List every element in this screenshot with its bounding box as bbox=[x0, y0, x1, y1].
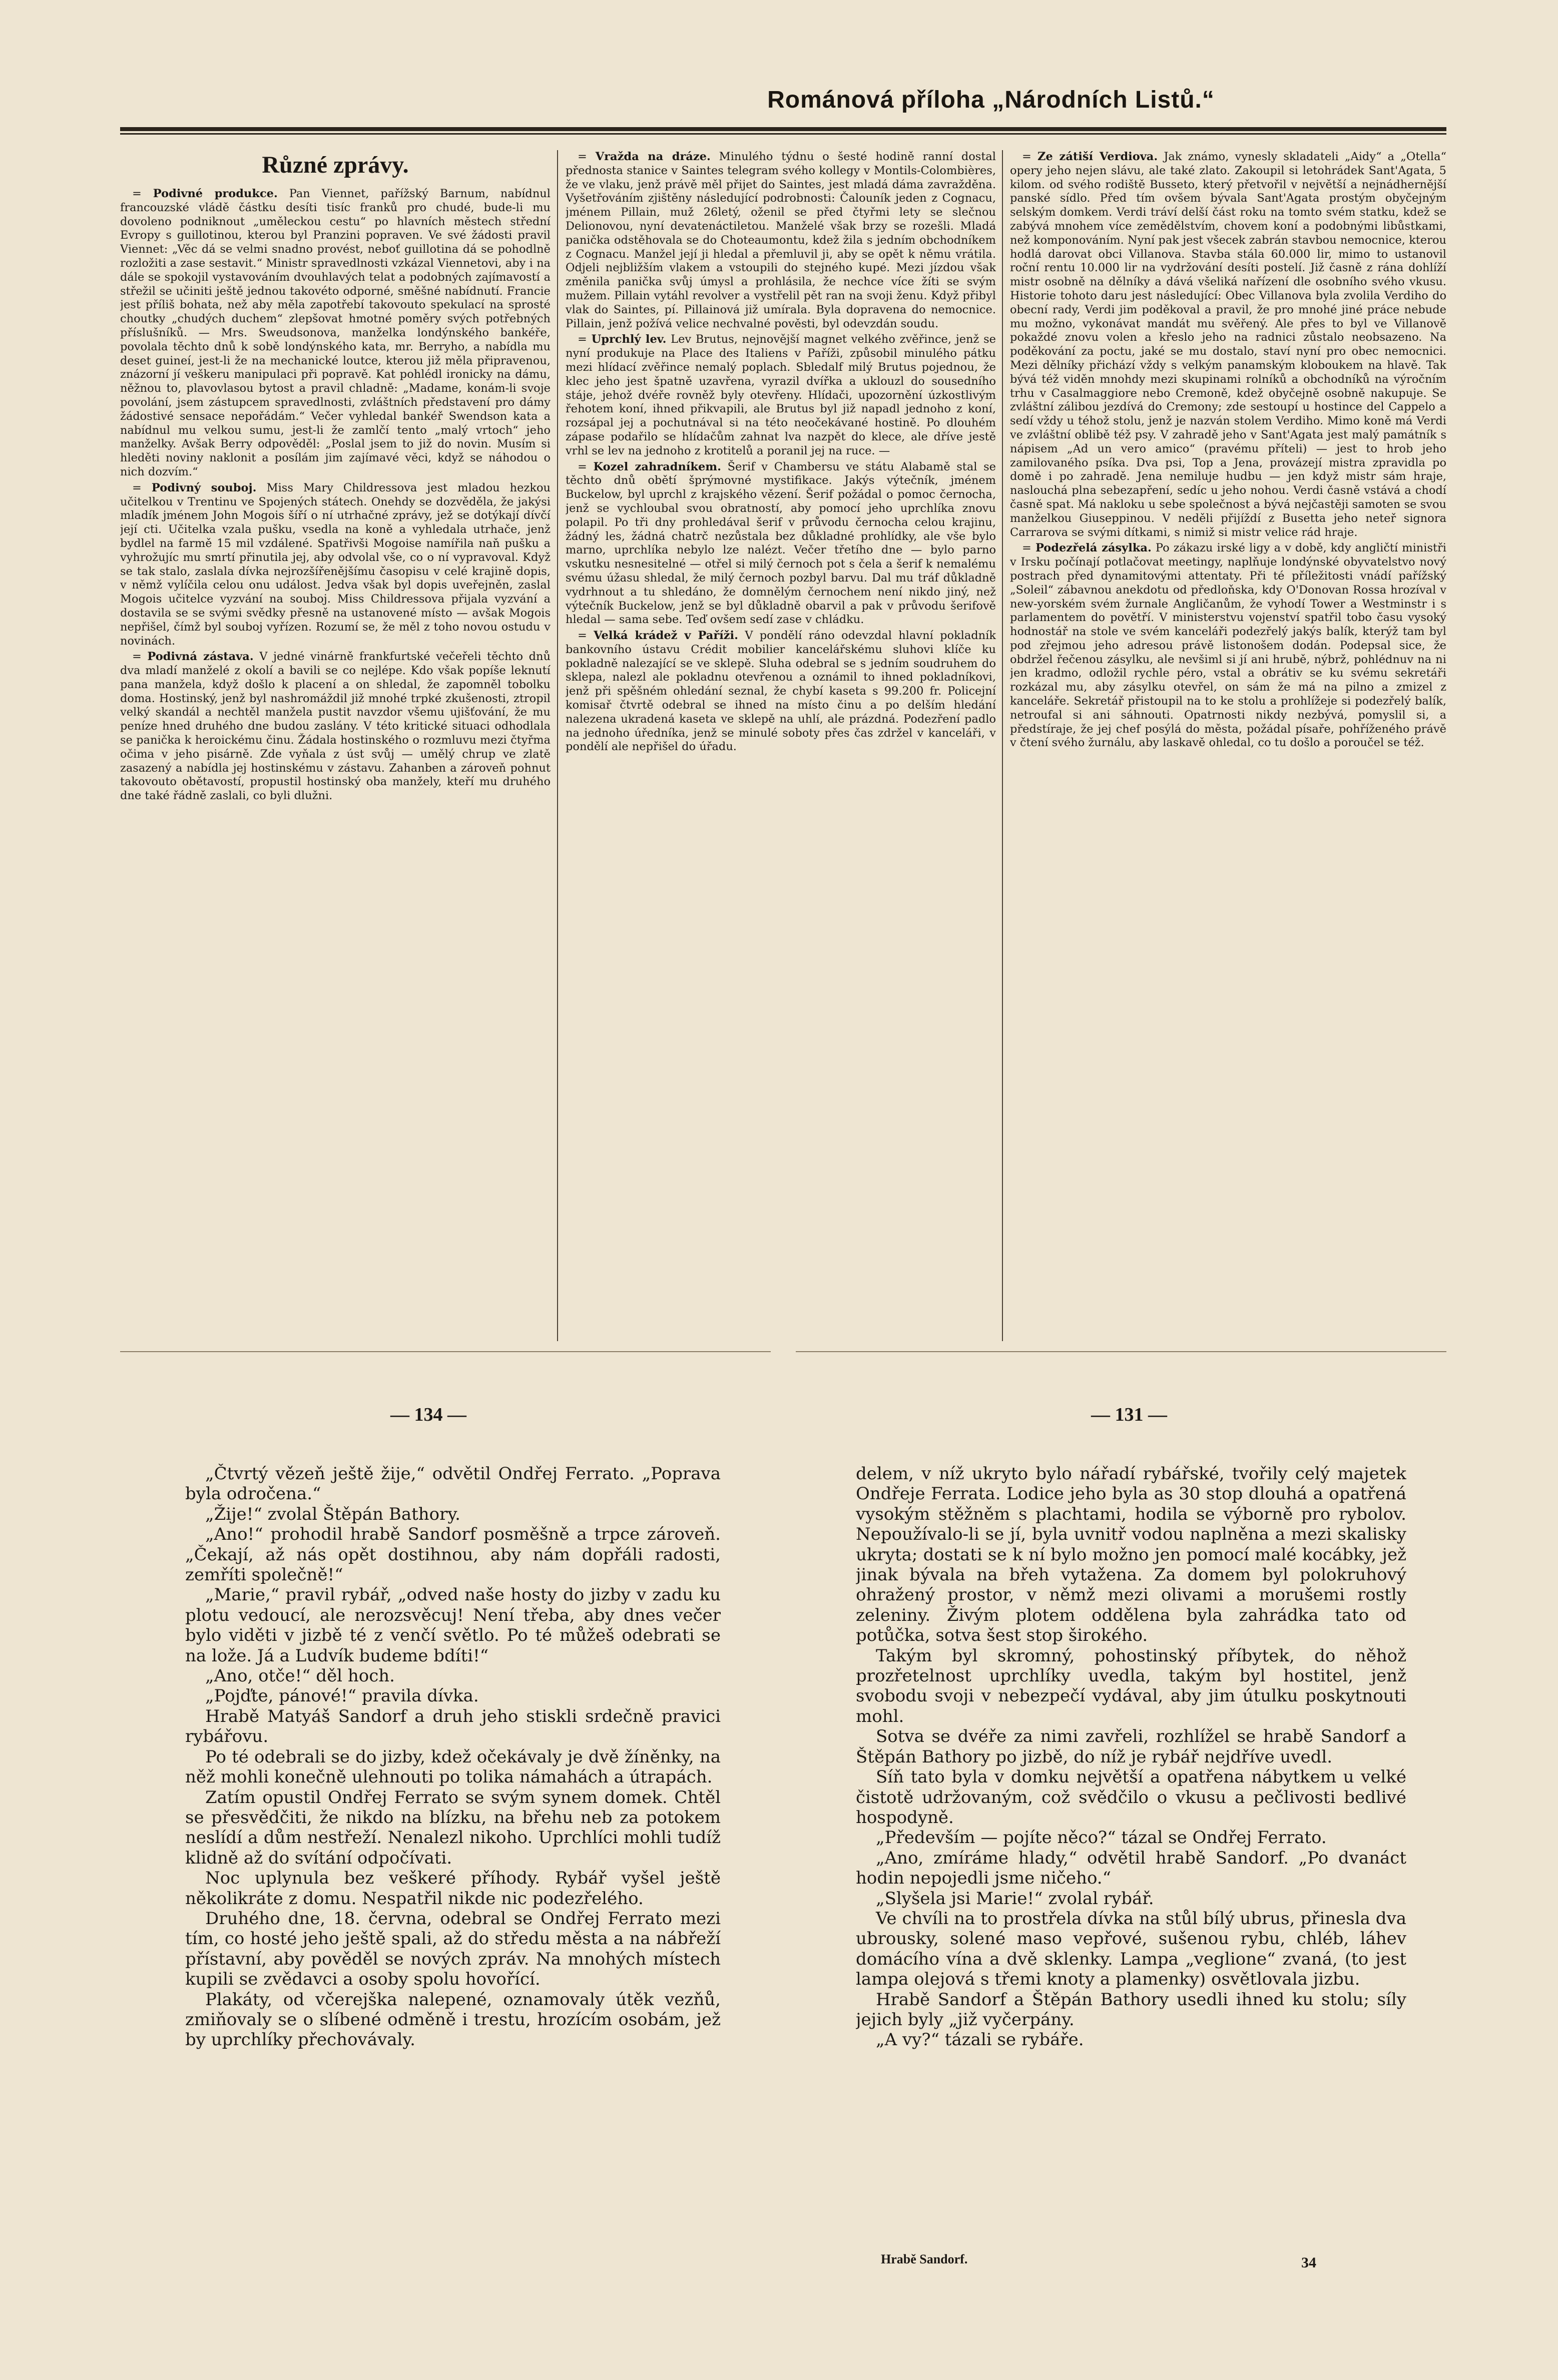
news-item-title: Vražda na dráze. bbox=[595, 150, 711, 163]
news-item-podezrela-zasylka: = Podezřelá zásylka. Po zákazu irské ligy a v době, kdy angličtí ministři v Irsku počínají potlačovat meetingy, naplňuje londýnské obyvatelstvo nový postrach před dynamitovými attentaty. Při té příležitosti vnádí pařížský „Soleil“ zábavnou anekdotu od předloňska, kdy O'Donovan Rossa hrozíval v new-yorském svém žurnale Angličanům, že vyhodí Tower a Westminstr i s parlamentem do povětří. V ministerstvu vojenství spatřil tobo času vysoký hodnostář na stole ve svém kanceláři podezřelý jakýs balík, kterýž tam byl pod zřejmou jeho adresou právě listonošem dodán. Podepsal sice, že obdržel řečenou zásylku, ale nevšiml si jí ani hrubě, nýbrž, pohlédnuv na ni jen kradmo, odložil rychle péro, vstal a obrátiv se ku svému sekretáři rozkázal mu, aby zásylku otevřel, on sám že má na pilno a zmizel z kanceláře. Sekretář přistoupil na to ke stolu a prohlížeje si podezřelý balík, netroufal si ani sáhnouti. Opatrnosti nikdy nezbývá, pomyslil si, a předstíraje, že jej chef posýlá do města, požádal písaře, pohříženého právě v čtení svého žurnálu, aby laskavě ohledal, co tu došlo a poroučel se též. bbox=[1010, 541, 1446, 750]
news-item-text: Pan Viennet, pařížský Barnum, nabídnul francouzské vládě částku desíti tisíc franků pro chudé, bude-li mu dovoleno podniknout „uměleckou cestu“ po hlavních městech střední Evropy s guillotinou, kterou byl Pranzini popraven. Ve své žádosti pravil Viennet: „Věc dá se velmi snadno provést, neboť guillotina dá se pohodlně rozložiti a zase sestavit.“ Ministr spravedlnosti vzkázal Viennetovi, aby i na dále se spokojil vystavováním dvouhlavých telat a podobných zajímavostí a střežil se učiniti ještě jednou takovéto odporné, směšné nabídnutí. Francie jest příliš bohata, než aby měla zapotřebí takovouto spekulací na sprosté choutky „chudých duchem“ zlepšovat hmotné poměry svých potřebných příslušníků. — Mrs. Sweudsonova, manželka londýnského bankéře, povolala těchto dnů k sobě londýnského kata, mr. Berryho, a nabídla mu deset guineí, jest-li že na mechanické loutce, kterou již měla připravenou, znázorní jí veškeru manipulaci při popravě. Kat pohlédl ironicky na dámu, něžnou to, plavovlasou bytost a pravil chladně: „Madame, konám-li svoje povolání, jsem zástupcem spravedlnosti, zvláštních představení pro dámy žádostivé sensace nepořádám.“ Večer vyhledal bankéř Swendson kata a nabídnul mu velkou sumu, jest-li že zamlčí tento „malý vrtoch“ jeho manželky. Avšak Berry odpověděl: „Poslal jsem to již do novin. Musím si hleděti noviny naklonit a posílám jim zajímavé věci, když se náhodou o nich dozvím.“ bbox=[120, 187, 551, 478]
news-item-text: Po zákazu irské ligy a v době, kdy angličtí ministři v Irsku počínají potlačovat meetingy, naplňuje londýnské obyvatelstvo nový postrach před dynamitovými attentaty. Při té příležitosti vnádí pařížský „Soleil“ zábavnou anekdotu od předloňska, kdy O'Donovan Rossa hrozíval v new-yorském svém žurnale Angličanům, že vyhodí Tower a Westminstr i s parlamentem do povětří. V ministerstvu vojenství spatřil tobo času vysoký hodnostář na stole ve svém kanceláři podezřelý jakýs balík, kterýž tam byl pod zřejmou jeho adresou právě listonošem dodán. Podepsal sice, že obdržel řečenou zásylku, ale nevšiml si jí ani hrubě, nýbrž, pohlédnuv na ni jen kradmo, odložil rychle péro, vstal a obrátiv se ku svému sekretáři rozkázal mu, aby zásylku otevřel, on sám že má na pilno a zmizel z kanceláře. Sekretář přistoupil na to ke stolu a prohlížeje si podezřelý balík, netroufal si ani sáhnouti. Opatrnosti nikdy nezbývá, pomyslil si, a předstíraje, že jej chef posýlá do města, požádal písaře, pohříženého právě v čtení svého žurnálu, aby laskavě ohledal, co tu došlo a poroučel se též. bbox=[1010, 541, 1446, 750]
masthead-rule-thin bbox=[120, 133, 1446, 135]
news-item-text: Jak známo, vynesly skladateli „Aidy“ a „Otella“ opery jeho nejen slávu, ale také zlato. Zakoupil si letohrádek Sant'Agata, 5 kilom. od svého rodiště Busseto, který přetvořil v největší a nejnádhernější panské sídlo. Před tím ovšem bývala Sant'Agata prostým obyčejným selským domkem. Verdi tráví delší část roku na tomto svém statku, kdež se zabývá mnohem více zemědělstvím, chovem koní a podobnými libůstkami, než komponováním. Nyní pak jest všecek zabrán stavbou nemocnice, kterou hodlá darovat obci Villanova. Stavba stála 60.000 lir, mimo to ustanovil roční rentu 10.000 lir na vydržování desíti postelí. Již časně z rána dohlíží mistr osobně na dělníky a dává všeliká nařízení dle osobního svého vkusu. Historie tohoto daru jest následující: Obec Villanova byla zvolila Verdiho do obecní rady, Verdi jim poděkoval a pravil, že pro mnohé jiné práce nebude mu možno, vykonávat mandát mu svěřený. Ale přes to byl ve Villanově pokaždé znovu volen a křeslo jeho na radnici zůstalo neobsazeno. Na poděkování za poctu, jaké se mu dostalo, staví nyní pro obec nemocnici. Mezi dělníky přichází vždy s velkým panamským kloboukem na hlavě. Tak bývá též viděn mnohdy mezi skupinami rolníků a obchodníků na výročním trhu v Casalmaggiore nebo Cremoně, kdež obyčejně osobně nakupuje. Se zvláštní zálibou jezdívá do Cremony; zde sestoupí u hostince del Cappelo a sedí vždy u téhož stolu, jenž je nazván stolem Verdiho. Mimo koně má Verdi ve zvláštní oblibě též psy. V zahradě jeho v Sant'Agata jest malý památník s nápisem „Ad un vero amico“ (pravému příteli) — jest to hrob jeho zamilovaného psíka. Dva psi, Top a Jena, provázejí mistra zpravidla po domě i po zahradě. Jena nemiluje hudbu — jen když mistr sám hraje, naslouchá plna sebezapření, sedíc u jeho nohou. Verdi časně vstává a chodí časně spat. Má nakloku u sebe společnost a bývá nejčastěji samoten se svou manželkou Giuseppinou. V neděli přijíždí z Busetta jeho neteř signora Carrarova se svými dítkami, s nimiž si mistr velice rád hraje. bbox=[1010, 150, 1446, 539]
story-paragraph: „Především — pojíte něco?“ tázal se Ondřej Ferrato. bbox=[876, 1828, 1327, 1848]
news-item-title: Podivné produkce. bbox=[153, 187, 278, 200]
news-item-title: Ze zátiší Verdiova. bbox=[1037, 150, 1158, 163]
story-paragraph: Síň tato byla v domku největší a opatřena nábytkem u velké čistotě udržovaným, což svědčilo o vkusu a pečlivosti bedlivé hospodyně. bbox=[856, 1767, 1406, 1828]
news-item-text: V pondělí ráno odevzdal hlavní pokladník bankovního ústavu Crédit mobilier kancelářskému sluhovi klíče ku pokladně nalezající se ve sklepě. Sluha odebral se s jedním soudruhem do sklepa, nalezl ale pokladnu otevřenou a oznámil to ihned pokladníkovi, jenž při spěšném ohledání seznal, že chybí kaseta s 99.200 fr. Policejní komisař čtvrtě odebral se ihned na místo činu a po delším hledání nalezena ukradená kaseta ve sklepě na uhlí, ale prázdná. Podezření padlo na jednoho úředníka, jenž se minulé soboty přes čas zdržel v kanceláři, v pondělí ale nepřišel do úřadu. bbox=[566, 629, 996, 754]
news-item-title: Kozel zahradníkem. bbox=[593, 460, 721, 473]
story-paragraph: „Ano, otče!“ děl hoch. bbox=[205, 1666, 395, 1686]
page-number-left: — 134 — bbox=[390, 1404, 466, 1425]
story-paragraph: „Čtvrtý vězeň ještě žije,“ odvětil Ondřej Ferrato. „Poprava byla odročena.“ bbox=[185, 1464, 721, 1504]
story-paragraph: Zatím opustil Ondřej Ferrato se svým synem domek. Chtěl se přesvědčiti, že nikdo na blízku, na břehu neb za potokem neslídí a dům nestřeží. Nenalezl nikoho. Uprchlíci mohli tudíž klidně až do svítání odpočívati. bbox=[185, 1787, 721, 1868]
story-paragraph: „Ano!“ prohodil hrabě Sandorf posměšně a trpce zároveň. „Čekají, až nás opět dostihnou, aby nám dopřáli radosti, zemříti společně!“ bbox=[185, 1524, 721, 1585]
news-item-vrazda-na-draze: = Vražda na dráze. Minulého týdnu o šesté hodině ranní dostal přednosta stanice v Saintes telegram svého kollegy v Montils-Colombières, že ve vlaku, jenž právě měl přijet do Saintes, jest mladá dáma zavražděna. Vyšetřováním zjištěny následující podrobnosti: Čalouník jeden z Cognacu, jménem Pillain, muž 26letý, oženil se před čtyřmi lety se slečnou Delionovou, nyní devatenáctiletou. Manželé však brzy se rozešli. Mladá panička odstěhovala se do Choteaumontu, kdež žila s jedním obchodníkem z Cognacu. Manžel její ji hledal a přemluvil ji, aby se opět k němu vrátila. Odjeli nejbližším vlakem a vstoupili do stejného kupé. Mezi jízdou však změnila panička svůj úmysl a prohlásila, že nechce více žíti se svým mužem. Pillain vytáhl revolver a vystřelil pět ran na svoji ženu. Když přibyl vlak do Saintes, pí. Pillainová již umírala. Byla dopravena do nemocnice. Pillain, jenž požívá velice nechvalné pověsti, byl odevzdán soudu. bbox=[566, 150, 996, 330]
news-item-text: Miss Mary Childressova jest mladou hezkou učitelkou v Trentinu ve Spojených státech. Onehdy se dozvěděla, že jakýsi mladík jménem John Mogois šíří o ní utrhačné zprávy, jež se dotýkají dívčí její cti. Učitelka vzala pušku, vsedla na koně a vyhledala utrhače, jenž bydlel na farmě 15 mil vzdálené. Spatřivši Mogoise namířila naň pušku a vyhrožujíc mu smrtí přinutila jej, aby odvolal vše, co o ní vypravoval. Když se tak stalo, zaslala dívka nejrozšířenějšímu časopisu v celé krajině dopis, v němž vylíčila celou onu událost. Jedva však byl dopis uveřejněn, zaslal Mogois učitelce vyzvání na souboj. Miss Childressova přijala vyzvání a dostavila se se svými svědky přesně na ustanovené místo — avšak Mogois nepřišel, čímž byl souboj vyřízen. Rozumí se, že měl z toho novou ostudu v novinách. bbox=[120, 481, 551, 648]
story-paragraph: „Žije!“ zvolal Štěpán Bathory. bbox=[205, 1504, 460, 1524]
column-divider bbox=[557, 150, 558, 1341]
news-item-title: Velká krádež v Paříži. bbox=[594, 629, 738, 643]
news-item-text: Šerif v Chambersu ve státu Alabamě stal se těchto dnů obětí šprýmovné mystifikace. Jakýs výtečník, jménem Buckelow, byl uprchl z krajského vězení. Šerif požádal o pomoc černocha, jenž se vychloubal svou obratností, aby pomocí jeho uprchlíka znovu polapil. Po tři dny prohledával šerif v průvodu černocha celou krajinu, žádný les, žádná chatrč nezůstala bez důkladné prohlídky, ale vše bylo marno, uprchlíka nebylo lze nalézt. Večer třetího dne — bylo parno vskutku nesnesitelné — otřel si milý černoch pot s čela a šerif k nemalému svému úžasu shledal, že milý černoch pozbyl barvu. Dal mu tráf důkladně vydrhnout a tu shledáno, že domnělým černochem není nikdo jiný, než výtečník Buckelow, jenž se byl důkladně obarvil a pak v průvodu šerifově hledal — sama sebe. Teď ovšem sedí zase v chládku. bbox=[566, 460, 996, 627]
news-heading: Různé zprávy. bbox=[262, 152, 409, 178]
story-paragraph: Druhého dne, 18. června, odebral se Ondřej Ferrato mezi tím, co hosté jeho ještě spali, až do středu města a na nábřeží přístavní, aby pověděl se nových zpráv. Na mnohých místech kupili se zvědavci a osoby spolu hovořící. bbox=[185, 1908, 721, 1990]
news-item-title: Podezřelá zásylka. bbox=[1035, 541, 1152, 555]
news-item-uprchly-lev: = Uprchlý lev. Lev Brutus, nejnovější magnet velkého zvěřince, jenž se nyní produkuje na Place des Italiens v Paříži, způsobil minulého pátku mezi hlídací zvěřince nemalý poplach. Sbledalf milý Brutus pojednou, že klec jeho jest špatně uzavřena, vyrazil dvířka a uklouzl do sousedního stáje, jehož dvéře rovněž byly otevřeny. Hlídači, upozornění úzkostlivým řehotem koní, ihned přikvapili, ale Brutus byl již napadl jednoho z koní, rozsápal jej a pochutnával si na této neočekávané hostině. Po dlouhém zápase podařilo se hlídačům zahnat lva nazpět do klece, ale dříve jestě vrhl se lev na jednoho z krotitelů a poranil jej na ruce. — bbox=[566, 333, 996, 457]
column-divider bbox=[1002, 150, 1003, 1341]
news-item-title: Podivný souboj. bbox=[151, 481, 257, 494]
section-separator-right bbox=[796, 1351, 1446, 1352]
footer-signature: Hrabě Sandorf. bbox=[881, 2252, 968, 2266]
story-paragraph: Hrabě Sandorf a Štěpán Bathory usedli ihned ku stolu; síly jejich byly „již vyčerpány. bbox=[856, 1989, 1406, 2030]
story-paragraph: „A vy?“ tázali se rybáře. bbox=[876, 2030, 1084, 2050]
news-item-ze-zatisi-verdiova: = Ze zátiší Verdiova. Jak známo, vynesly skladateli „Aidy“ a „Otella“ opery jeho nejen slávu, ale také zlato. Zakoupil si letohrádek Sant'Agata, 5 kilom. od svého rodiště Busseto, který přetvořil v největší a nejnádhernější panské sídlo. Před tím ovšem bývala Sant'Agata prostým obyčejným selským domkem. Verdi tráví delší část roku na tomto svém statku, kdež se zabývá mnohem více zemědělstvím, chovem koní a podobnými libůstkami, než komponováním. Nyní pak jest všecek zabrán stavbou nemocnice, kterou hodlá darovat obci Villanova. Stavba stála 60.000 lir, mimo to ustanovil roční rentu 10.000 lir na vydržování desíti postelí. Již časně z rána dohlíží mistr osobně na dělníky a dává všeliká nařízení dle osobního svého vkusu. Historie tohoto daru jest následující: Obec Villanova byla zvolila Verdiho do obecní rady, Verdi jim poděkoval a pravil, že pro mnohé jiné práce nebude mu možno, vykonávat mandát mu svěřený. Ale přes to byl ve Villanově pokaždé znovu volen a křeslo jeho na radnici zůstalo neobsazeno. Na poděkování za poctu, jaké se mu dostalo, staví nyní pro obec nemocnici. Mezi dělníky přichází vždy s velkým panamským kloboukem na hlavě. Tak bývá též viděn mnohdy mezi skupinami rolníků a obchodníků na výročním trhu v Casalmaggiore nebo Cremoně, kdež obyčejně osobně nakupuje. Se zvláštní zálibou jezdívá do Cremony; zde sestoupí u hostince del Cappelo a sedí vždy u téhož stolu, jenž je nazván stolem Verdiho. Mimo koně má Verdi ve zvláštní oblibě též psy. V zahradě jeho v Sant'Agata jest malý památník s nápisem „Ad un vero amico“ (pravému příteli) — jest to hrob jeho zamilovaného psíka. Dva psi, Top a Jena, provázejí mistra zpravidla po domě i po zahradě. Jena nemiluje hudbu — jen když mistr sám hraje, naslouchá plna sebezapření, sedíc u jeho nohou. Verdi časně vstává a chodí časně spat. Má nakloku u sebe společnost a bývá nejčastěji samoten se svou manželkou Giuseppinou. V neděli přijíždí z Busetta jeho neteř signora Carrarova se svými dítkami, s nimiž si mistr velice rád hraje. bbox=[1010, 150, 1446, 539]
section-separator-left bbox=[120, 1351, 771, 1352]
news-item-title: Uprchlý lev. bbox=[591, 333, 667, 346]
story-paragraph: Plakáty, od včerejška nalepené, oznamovaly útěk vezňů, zmiňovaly se o slíbené odměně i trestu, hrozícím osobám, jež by uprchlíky přechovávaly. bbox=[185, 1989, 721, 2050]
news-item-velka-kradez: = Velká krádež v Paříži. V pondělí ráno odevzdal hlavní pokladník bankovního ústavu Crédit mobilier kancelářskému sluhovi klíče ku pokladně nalezající se ve sklepě. Sluha odebral se s jedním soudruhem do sklepa, nalezl ale pokladnu otevřenou a oznámil to ihned pokladníkovi, jenž při spěšném ohledání seznal, že chybí kaseta s 99.200 fr. Policejní komisař čtvrtě odebral se ihned na místo činu a po delším hledání nalezena ukradená kaseta ve sklepě na uhlí, ale prázdná. Podezření padlo na jednoho úředníka, jenž se minulé soboty přes čas zdržel v kanceláři, v pondělí ale nepřišel do úřadu. bbox=[566, 629, 996, 754]
story-column-right bbox=[856, 1464, 1406, 2244]
story-paragraph: „Marie,“ pravil rybář, „odved naše hosty do jizby v zadu ku plotu vedoucí, ale nerozsvěcuj! Není třeba, aby dnes večer bylo viděti v jizbě té z venčí světlo. Po té můžeš odebrati se na lože. Já a Ludvík budeme bdíti!“ bbox=[185, 1585, 721, 1666]
news-item-text: Lev Brutus, nejnovější magnet velkého zvěřince, jenž se nyní produkuje na Place des Italiens v Paříži, způsobil minulého pátku mezi hlídací zvěřince nemalý poplach. Sbledalf milý Brutus pojednou, že klec jeho jest špatně uzavřena, vyrazil dvířka a uklouzl do sousedního stáje, jehož dvéře rovněž byly otevřeny. Hlídači, upozornění úzkostlivým řehotem koní, ihned přikvapili, ale Brutus byl již napadl jednoho z koní, rozsápal jej a pochutnával si na této neočekávané hostině. Po dlouhém zápase podařilo se hlídačům zahnat lva nazpět do klece, ale dříve jestě vrhl se lev na jednoho z krotitelů a poranil jej na ruce. — bbox=[566, 333, 996, 457]
news-column-2 bbox=[566, 150, 996, 1341]
story-paragraph: Hrabě Matyáš Sandorf a druh jeho stiskli srdečně pravici rybářovu. bbox=[185, 1706, 721, 1747]
news-item-podivne-produkce: = Podivné produkce. Pan Viennet, pařížský Barnum, nabídnul francouzské vládě částku desíti tisíc franků pro chudé, bude-li mu dovoleno podniknout „uměleckou cestu“ po hlavních městech střední Evropy s guillotinou, kterou byl Pranzini popraven. Ve své žádosti pravil Viennet: „Věc dá se velmi snadno provést, neboť guillotina dá se pohodlně rozložiti a zase sestavit.“ Ministr spravedlnosti vzkázal Viennetovi, aby i na dále se spokojil vystavováním dvouhlavých telat a podobných zajímavostí a střežil se učiniti ještě jednou takovéto odporné, směšné nabídnutí. Francie jest příliš bohata, než aby měla zapotřebí takovouto spekulací na sprosté choutky „chudých duchem“ zlepšovat hmotné poměry svých potřebných příslušníků. — Mrs. Sweudsonova, manželka londýnského bankéře, povolala těchto dnů k sobě londýnského kata, mr. Berryho, a nabídla mu deset guineí, jest-li že na mechanické loutce, kterou již měla připravenou, znázorní jí veškeru manipulaci při popravě. Kat pohlédl ironicky na dámu, něžnou to, plavovlasou bytost a pravil chladně: „Madame, konám-li svoje povolání, jsem zástupcem spravedlnosti, zvláštních představení pro dámy žádostivé sensace nepořádám.“ Večer vyhledal bankéř Swendson kata a nabídnul mu velkou sumu, jest-li že zamlčí tento „malý vrtoch“ jeho manželky. Avšak Berry odpověděl: „Poslal jsem to již do novin. Musím si hleděti noviny naklonit a posílám jim zajímavé věci, když se náhodou o nich dozvím.“ bbox=[120, 187, 551, 478]
story-paragraph: „Ano, zmíráme hlady,“ odvětil hrabě Sandorf. „Po dvanáct hodin nepojedli jsme ničeho.“ bbox=[856, 1848, 1406, 1889]
story-paragraph: Sotva se dvéře za nimi zavřeli, rozhlížel se hrabě Sandorf a Štěpán Bathory po jizbě, do níž je rybář nejdříve uvedl. bbox=[856, 1726, 1406, 1767]
story-paragraph: Ve chvíli na to prostřela dívka na stůl bílý ubrus, přinesla dva ubrousky, solené maso vepřové, sušenou rybu, chléb, láhev domácího vína a dvě sklenky. Lampa „veglione“ zvaná, (to jest lampa olejová s třemi knoty a plamenky) osvětlovala jizbu. bbox=[856, 1908, 1406, 1990]
story-paragraph: delem, v níž ukryto bylo nářadí rybářské, tvořily celý majetek Ondřeje Ferrata. Lodice jeho byla as 30 stop dlouhá a opatřená vysokým stěžněm s plachtami, hodila se výborně pro rybolov. Nepoužívalo-li se jí, byla uvnitř vodou naplněna a mezi skalisky ukryta; dostati se k ní bylo možno jen pomocí malé kocábky, jež jinak bývala na břeh vytažena. Za domem byl polokruhový ohražený prostor, v němž mezi olivami a morušemi rostly zeleniny. Živým plotem oddělena byla zahrádka tato od potůčka, sotva šest stop širokého. bbox=[856, 1464, 1406, 1646]
page-number-right: — 131 — bbox=[1091, 1404, 1167, 1425]
news-item-text: Minulého týdnu o šesté hodině ranní dostal přednosta stanice v Saintes telegram svého kollegy v Montils-Colombières, že ve vlaku, jenž právě měl přijet do Saintes, jest mladá dáma zavražděna. Vyšetřováním zjištěny následující podrobnosti: Čalouník jeden z Cognacu, jménem Pillain, muž 26letý, oženil se před čtyřmi lety se slečnou Delionovou, nyní devatenáctiletou. Manželé však brzy se rozešli. Mladá panička odstěhovala se do Choteaumontu, kdež žila s jedním obchodníkem z Cognacu. Manžel její ji hledal a přemluvil ji, aby se opět k němu vrátila. Odjeli nejbližším vlakem a vstoupili do stejného kupé. Mezi jízdou však změnila panička svůj úmysl a prohlásila, že nechce více žíti se svým mužem. Pillain vytáhl revolver a vystřelil pět ran na svoji ženu. Když přibyl vlak do Saintes, pí. Pillainová již umírala. Byla dopravena do nemocnice. Pillain, jenž požívá velice nechvalné pověsti, byl odevzdán soudu. bbox=[566, 150, 996, 330]
sheet-number: 34 bbox=[1301, 2254, 1316, 2271]
story-paragraph: Takým byl skromný, pohostinský příbytek, do něhož prozřetelnost uprchlíky uvedla, takým byl hostitel, jenž svobodu svoji v nebezpečí vydával, aby jim útulku poskytnouti mohl. bbox=[856, 1645, 1406, 1726]
story-paragraph: Noc uplynula bez veškeré příhody. Rybář vyšel ještě několikráte z domu. Nespatřil nikde nic podezřelého. bbox=[185, 1868, 721, 1909]
story-paragraph: „Pojďte, pánové!“ pravila dívka. bbox=[205, 1686, 479, 1706]
news-item-podivna-zastava: = Podivná zástava. V jedné vinárně frankfurtské večeřeli těchto dnů dva mladí manželé z okolí a bavili se co nejlépe. Kdo však popíše leknutí pana manžela, když došlo k placení a on shledal, že zapomněl tobolku doma. Hostinský, jenž byl nashromáždil již mnohé trpké zkušenosti, ztropil velký skandál a nechtěl manžela pustit navzdor všemu ujišťování, že mu peníze hned druhého dne budou zaslány. V této kritické situaci odhodlala se panička k heroickému činu. Žádala hostinského o rozmluvu mezi čtyřma očima v jeho pisárně. Zde vyňala z úst svůj — umělý chrup ve zlatě zasazený a nabídla jej hostinskému v zástavu. Zahanben a zároveň pohnut takovouto obětavostí, propustil hostinský oba manžely, kteří mu druhého dne také řádně zaslali, co byli dlužni. bbox=[120, 650, 551, 803]
news-column-1 bbox=[120, 150, 551, 1341]
story-paragraph: Po té odebrali se do jizby, kdež očekávaly je dvě žíněnky, na něž mohli konečně ulehnouti po tolika námahách a útrapách. bbox=[185, 1746, 721, 1788]
story-paragraph: „Slyšela jsi Marie!“ zvolal rybář. bbox=[876, 1888, 1154, 1909]
news-item-podivny-souboj: = Podivný souboj. Miss Mary Childressova jest mladou hezkou učitelkou v Trentinu ve Spojených státech. Onehdy se dozvěděla, že jakýsi mladík jménem John Mogois šíří o ní utrhačné zprávy, jež se dotýkají dívčí její cti. Učitelka vzala pušku, vsedla na koně a vyhledala utrhače, jenž bydlel na farmě 15 mil vzdálené. Spatřivši Mogoise namířila naň pušku a vyhrožujíc mu smrtí přinutila jej, aby odvolal vše, co o ní vypravoval. Když se tak stalo, zaslala dívka nejrozšířenějšímu časopisu v celé krajině dopis, v němž vylíčila celou onu událost. Jedva však byl dopis uveřejněn, zaslal Mogois učitelce vyzvání na souboj. Miss Childressova přijala vyzvání a dostavila se se svými svědky přesně na ustanovené místo — avšak Mogois nepřišel, čímž byl souboj vyřízen. Rozumí se, že měl z toho novou ostudu v novinách. bbox=[120, 481, 551, 648]
news-item-kozel-zahradnikem: = Kozel zahradníkem. Šerif v Chambersu ve státu Alabamě stal se těchto dnů obětí šprýmovné mystifikace. Jakýs výtečník, jménem Buckelow, byl uprchl z krajského vězení. Šerif požádal o pomoc černocha, jenž se vychloubal svou obratností, aby pomocí jeho uprchlíka znovu polapil. Po tři dny prohledával šerif v průvodu černocha celou krajinu, žádný les, žádná chatrč nezůstala bez důkladné prohlídky, ale vše bylo marno, uprchlíka nebylo lze nalézt. Večer třetího dne — bylo parno vskutku nesnesitelné — otřel si milý černoch pot s čela a šerif k nemalému svému úžasu shledal, že milý černoch pozbyl barvu. Dal mu tráf důkladně vydrhnout a tu shledáno, že domnělým černochem není nikdo jiný, než výtečník Buckelow, jenž se byl důkladně obarvil a pak v průvodu šerifově hledal — sama sebe. Teď ovšem sedí zase v chládku. bbox=[566, 460, 996, 627]
story-column-left bbox=[185, 1464, 721, 2244]
masthead-rule bbox=[120, 127, 1446, 131]
masthead-title: Románová příloha „Národních Listů.“ bbox=[767, 87, 1215, 113]
news-item-title: Podivná zástava. bbox=[147, 650, 254, 664]
news-column-3 bbox=[1010, 150, 1446, 1341]
news-item-text: V jedné vinárně frankfurtské večeřeli těchto dnů dva mladí manželé z okolí a bavili se co nejlépe. Kdo však popíše leknutí pana manžela, když došlo k placení a on shledal, že zapomněl tobolku doma. Hostinský, jenž byl nashromáždil již mnohé trpké zkušenosti, ztropil velký skandál a nechtěl manžela pustit navzdor všemu ujišťování, že mu peníze hned druhého dne budou zaslány. V této kritické situaci odhodlala se panička k heroickému činu. Žádala hostinského o rozmluvu mezi čtyřma očima v jeho pisárně. Zde vyňala z úst svůj — umělý chrup ve zlatě zasazený a nabídla jej hostinskému v zástavu. Zahanben a zároveň pohnut takovouto obětavostí, propustil hostinský oba manžely, kteří mu druhého dne také řádně zaslali, co byli dlužni. bbox=[120, 650, 551, 803]
